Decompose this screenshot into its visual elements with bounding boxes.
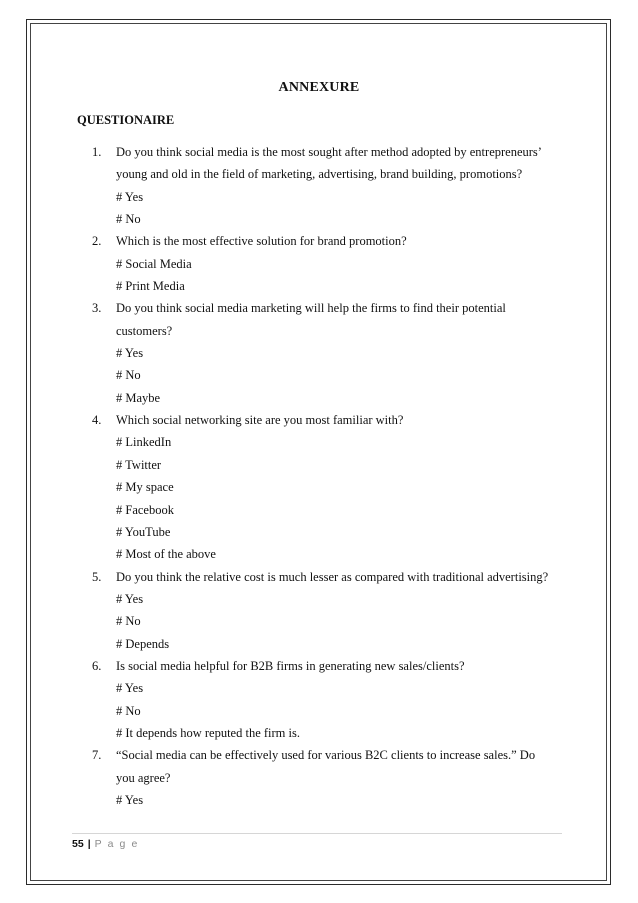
answer-line <box>92 543 572 565</box>
question-number: 5. <box>92 569 102 584</box>
footer-separator: | <box>87 838 91 850</box>
question-line <box>92 566 572 588</box>
line-text: “Social media can be effectively used for various B2C clients to increase sales.” Do <box>116 748 536 763</box>
line-text: # Most of the above <box>116 547 216 562</box>
line-text: Do you think social media marketing will help the firms to find their potential <box>116 301 506 316</box>
line-text: # Yes <box>116 681 144 696</box>
answer-line <box>92 521 572 543</box>
answer-line <box>92 610 572 632</box>
answer-line <box>92 499 572 521</box>
line-text: customers? <box>116 323 173 338</box>
answer-line <box>92 633 572 655</box>
page-number: 55 <box>72 838 84 850</box>
question-number: 4. <box>92 413 102 428</box>
line-text: Is social media helpful for B2B firms in generating new sales/clients? <box>116 658 465 673</box>
line-text: # It depends how reputed the firm is. <box>116 725 300 740</box>
line-text: # Yes <box>116 792 144 807</box>
line-text: # No <box>116 703 141 718</box>
line-text: # Twitter <box>116 457 162 472</box>
line-text: # No <box>116 212 141 227</box>
answer-line <box>92 767 572 789</box>
question-line <box>92 230 572 252</box>
line-text: Which is the most effective solution for brand promotion? <box>116 234 407 249</box>
question-number: 7. <box>92 748 102 763</box>
line-text: # Yes <box>116 591 144 606</box>
line-text: # My space <box>116 480 174 495</box>
answer-line <box>92 186 572 208</box>
question-number: 6. <box>92 658 102 673</box>
line-text: young and old in the field of marketing, advertising, brand building, promotions? <box>116 167 523 182</box>
question-line <box>92 655 572 677</box>
line-text: # Maybe <box>116 390 161 405</box>
answer-line <box>92 677 572 699</box>
question-line <box>92 297 572 319</box>
answer-line <box>92 208 572 230</box>
answer-line <box>92 700 572 722</box>
answer-line <box>92 476 572 498</box>
question-line <box>92 409 572 431</box>
question-number: 3. <box>92 301 102 316</box>
answer-line <box>92 320 572 342</box>
question-line <box>92 141 572 163</box>
answer-line <box>92 364 572 386</box>
line-text: # Yes <box>116 189 144 204</box>
answer-line <box>92 342 572 364</box>
line-text: Do you think social media is the most sought after method adopted by entrepreneurs’ <box>116 145 542 159</box>
answer-line <box>92 275 572 297</box>
line-text: # Yes <box>116 346 144 361</box>
line-text: # Depends <box>116 636 170 651</box>
page-label: P a g e <box>94 838 139 850</box>
answer-line <box>92 588 572 610</box>
line-text: Do you think the relative cost is much lesser as compared with traditional advertising? <box>116 569 549 584</box>
answer-line <box>92 454 572 476</box>
line-text: # No <box>116 368 141 383</box>
question-number: 2. <box>92 234 102 249</box>
line-text: # YouTube <box>116 524 171 539</box>
section-heading: QUESTIONAIRE <box>77 113 175 127</box>
line-text: # Facebook <box>116 502 174 517</box>
line-text: # No <box>116 614 141 629</box>
line-text: Which social networking site are you most familiar with? <box>116 413 404 428</box>
line-text: # LinkedIn <box>116 435 172 450</box>
answer-line <box>92 163 572 185</box>
line-text: # Print Media <box>116 279 185 294</box>
line-text: # Social Media <box>116 256 192 271</box>
question-number: 1. <box>92 145 102 159</box>
page-title: ANNEXURE <box>278 80 360 95</box>
line-text: you agree? <box>116 770 171 785</box>
questionnaire-list <box>92 141 572 811</box>
answer-line <box>92 789 572 811</box>
answer-line <box>92 431 572 453</box>
footer-divider <box>72 833 562 834</box>
answer-line <box>92 722 572 744</box>
answer-line <box>92 253 572 275</box>
answer-line <box>92 387 572 409</box>
page-footer <box>72 838 139 850</box>
question-line <box>92 744 572 766</box>
